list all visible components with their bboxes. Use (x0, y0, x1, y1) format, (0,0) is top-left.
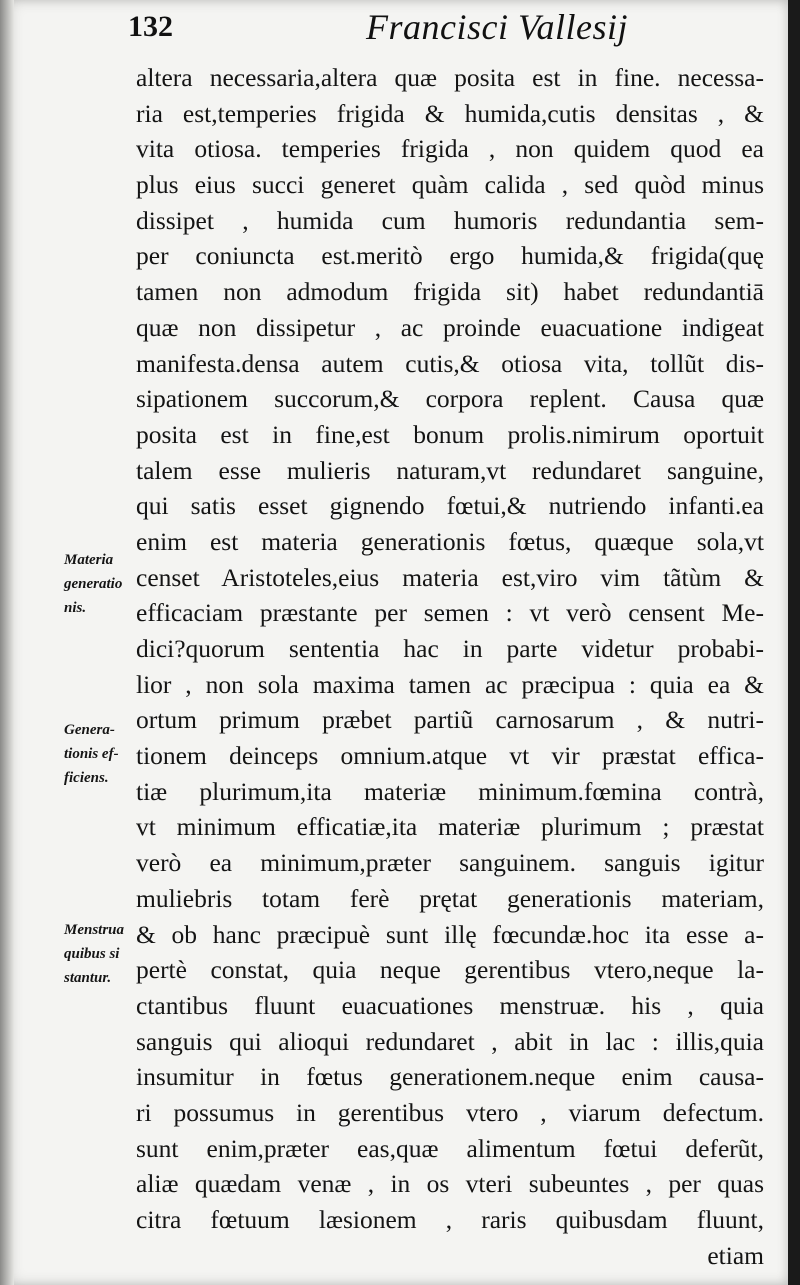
text-line: ri possumus in gerentibus vtero , viarum defectum. (136, 1097, 764, 1127)
marginal-note-line: stantur. (64, 970, 112, 986)
text-line: & ob hanc præcipuè sunt illę fœcundæ.hoc ita esse a- (136, 919, 764, 949)
marginal-note-line: nis. (64, 600, 87, 616)
page-number: 132 (128, 10, 173, 43)
text-line: ria est,temperies frigida & humida,cutis densitas , & (136, 98, 764, 128)
body-text (136, 60, 764, 1273)
text-line: vita otiosa. temperies frigida , non quidem quod ea (136, 134, 764, 164)
marginal-note-line: Materia (64, 552, 114, 568)
text-line: per coniuncta est.meritò ergo humida,& frigida(quę (136, 241, 764, 271)
marginal-note-materia (64, 548, 134, 620)
text-line: verò ea minimum,præter sanguinem. sanguis igitur (136, 848, 764, 878)
text-line: sunt enim,præter eas,quæ alimentum fœtui deferũt, (136, 1133, 764, 1163)
text-line: tionem deinceps omnium.atque vt vir præstat effica- (136, 741, 764, 771)
text-line: ctantibus fluunt euacuationes menstruæ. his , quia (136, 990, 764, 1020)
text-line: manifesta.densa autem cutis,& otiosa vita, tollũt dis- (136, 348, 764, 378)
marginal-note-line: Genera- (64, 722, 115, 738)
text-line: aliæ quædam venæ , in os vteri subeuntes , per quas (136, 1169, 764, 1199)
text-line: posita est in fine,est bonum prolis.nimirum oportuit (136, 419, 764, 449)
text-line: sipationem succorum,& corpora replent. Causa quæ (136, 384, 764, 414)
text-line: tiæ plurimum,ita materiæ minimum.fœmina contrà, (136, 776, 764, 806)
marginal-note-generationis (64, 718, 134, 790)
text-line: ortum primum præbet partiũ carnosarum , & nutri- (136, 705, 764, 735)
marginal-note-line: generatio (64, 576, 123, 592)
text-line: lior , non sola maxima tamen ac præcipua : quia ea & (136, 669, 764, 699)
text-line: enim est materia generationis fœtus, quæque sola,vt (136, 526, 764, 556)
text-line: qui satis esset gignendo fœtui,& nutriendo infanti.ea (136, 491, 764, 521)
text-line: plus eius succi generet quàm calida , sed quòd minus (136, 170, 764, 200)
text-line: altera necessaria,altera quæ posita est in fine. necessa- (136, 63, 764, 92)
text-line: insumitur in fœtus generationem.neque enim causa- (136, 1062, 764, 1092)
text-line: tamen non admodum frigida sit) habet redundantiā (136, 277, 764, 307)
marginal-note-line: tionis ef- (64, 746, 119, 762)
text-line: muliebris totam ferè prętat generationis materiam, (136, 883, 764, 913)
marginal-note-line: Menstrua (64, 922, 125, 938)
text-line: efficaciam præstante per semen : vt verò censent Me- (136, 598, 764, 628)
text-line: censet Aristoteles,eius materia est,viro vim tãtùm & (136, 562, 764, 592)
text-line: pertè constat, quia neque gerentibus vtero,neque la- (136, 955, 764, 985)
marginal-note-menstrua (64, 918, 134, 990)
text-line: vt minimum efficatiæ,ita materiæ plurimum ; præstat (136, 812, 764, 842)
running-head: Francisci Vallesij (366, 7, 628, 47)
text-line: dici?quorum sententia hac in parte videtur probabi- (136, 634, 764, 663)
text-line: quæ non dissipetur , ac proinde euacuatione indigeat (136, 312, 764, 342)
text-line: talem esse mulieris naturam,vt redundaret sanguine, (136, 455, 764, 485)
marginal-note-line: quibus si (64, 946, 120, 962)
text-line: sanguis qui alioqui redundaret , abit in lac : illis,quia (136, 1026, 764, 1056)
catchword: etiam (707, 1240, 764, 1270)
page-gutter-shadow (0, 0, 14, 1285)
text-line: dissipet , humida cum humoris redundantia sem- (136, 205, 764, 235)
text-line: citra fœtuum læsionem , raris quibusdam fluunt, (136, 1205, 764, 1234)
marginal-note-line: ficiens. (64, 770, 109, 786)
